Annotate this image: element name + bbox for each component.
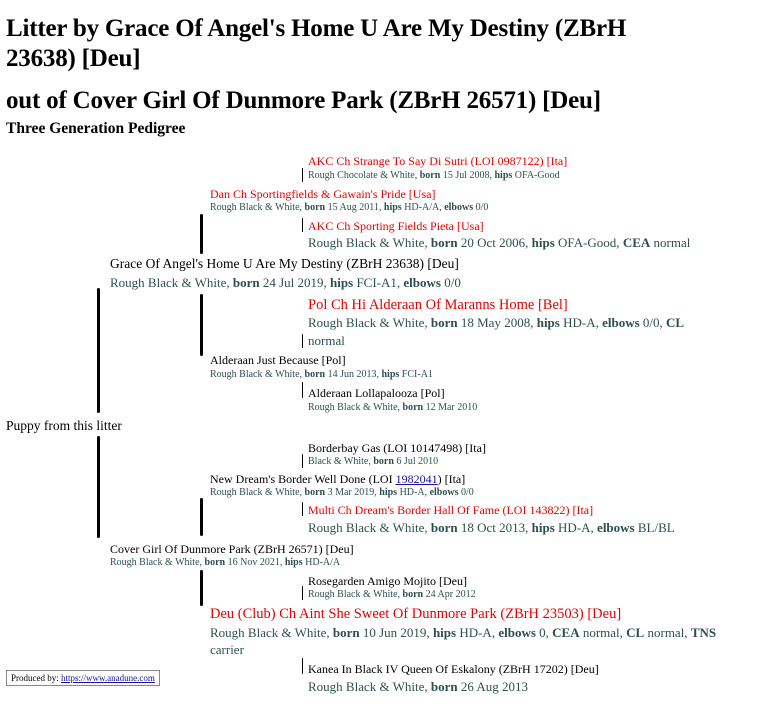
dss-connector xyxy=(302,454,303,468)
puppy-label: Puppy from this litter xyxy=(6,418,122,433)
ddd-connector xyxy=(302,658,303,674)
page-subtitle: Three Generation Pedigree xyxy=(6,120,186,137)
page-title-line1: Litter by Grace Of Angel's Home U Are My Destiny (ZBrH xyxy=(6,15,627,42)
sire-dam-connector-top xyxy=(200,294,203,356)
ssd-connector xyxy=(302,218,303,232)
dsd-details: Rough Black & White, born 18 Oct 2013, hips HD-A, elbows BL/BL xyxy=(308,520,675,535)
sss-connector xyxy=(302,168,303,182)
sire-sire-connector xyxy=(200,214,203,254)
ssd-name: AKC Ch Sporting Fields Pieta [Usa] xyxy=(308,219,484,233)
dsd-name: Multi Ch Dream's Border Hall Of Fame (LOI 143822) [Ita] xyxy=(308,503,594,517)
dds-details: Rough Black & White, born 24 Apr 2012 xyxy=(308,589,476,600)
dam-name: Cover Girl Of Dunmore Park (ZBrH 26571) [Deu] xyxy=(110,542,354,556)
sire-sire-name: Dan Ch Sportingfields & Gawain's Pride [Usa] xyxy=(210,187,436,201)
produced-by-label: Produced by: xyxy=(11,673,59,683)
sss-details: Rough Chocolate & White, born 15 Jul 2008, hips OFA-Good xyxy=(308,170,560,181)
sss-name: AKC Ch Strange To Say Di Sutri (LOI 0987122) [Ita] xyxy=(308,154,568,168)
dsd-connector xyxy=(302,502,303,516)
sire-name: Grace Of Angel's Home U Are My Destiny (ZBrH 23638) [Deu] xyxy=(110,256,459,271)
dam-dam-details-line2: carrier xyxy=(210,642,244,657)
loi-registration-link[interactable]: 1982041 xyxy=(395,472,438,486)
sire-sire-details: Rough Black & White, born 15 Aug 2011, hips HD-A/A, elbows 0/0 xyxy=(210,202,489,213)
sds-name: Pol Ch Hi Alderaan Of Maranns Home [Bel] xyxy=(308,297,568,313)
dss-name: Borderbay Gas (LOI 10147498) [Ita] xyxy=(308,441,486,455)
sdd-details: Rough Black & White, born 12 Mar 2010 xyxy=(308,402,478,413)
dam-details: Rough Black & White, born 16 Nov 2021, hips HD-A/A xyxy=(110,557,341,568)
sds-details: Rough Black & White, born 18 May 2008, hips HD-A, elbows 0/0, CL xyxy=(308,315,685,330)
dds-connector xyxy=(302,586,303,600)
ddd-name: Kanea In Black IV Queen Of Eskalony (ZBrH 17202) [Deu] xyxy=(308,662,599,676)
sire-dam-details: Rough Black & White, born 14 Jun 2013, hips FCI-A1 xyxy=(210,369,433,380)
dam-dam-details: Rough Black & White, born 10 Jun 2019, hips HD-A, elbows 0, CEA normal, CL normal, TNS xyxy=(210,625,717,640)
dam-sire-connector xyxy=(200,498,203,536)
dds-name: Rosegarden Amigo Mojito [Deu] xyxy=(308,574,467,588)
sire-details: Rough Black & White, born 24 Jul 2019, hips FCI-A1, elbows 0/0 xyxy=(110,275,461,290)
sdd-name: Alderaan Lollapalooza [Pol] xyxy=(308,386,445,400)
produced-by-link[interactable]: https://www.anadune.com xyxy=(61,673,155,683)
sdd-connector xyxy=(302,382,303,398)
dam-sire-details: Rough Black & White, born 3 Mar 2019, hips HD-A, elbows 0/0 xyxy=(210,487,474,498)
puppy-dam-connector xyxy=(97,436,100,538)
sire-dam-name: Alderaan Just Because [Pol] xyxy=(210,353,346,367)
dam-dam-name: Deu (Club) Ch Aint She Sweet Of Dunmore Park (ZBrH 23503) [Deu] xyxy=(210,606,622,622)
produced-by-box xyxy=(6,670,160,686)
dam-sire-name: New Dream's Border Well Done (LOI 1982041) [Ita] xyxy=(210,472,466,486)
page-title-line3: out of Cover Girl Of Dunmore Park (ZBrH 26571) [Deu] xyxy=(6,87,601,114)
page-title-line2: 23638) [Deu] xyxy=(6,45,141,72)
dss-details: Black & White, born 6 Jul 2010 xyxy=(308,456,439,467)
ddd-details: Rough Black & White, born 26 Aug 2013 xyxy=(308,679,529,694)
sds-details-line2: normal xyxy=(308,333,345,348)
sds-connector xyxy=(302,334,303,348)
puppy-sire-connector xyxy=(97,288,100,413)
dam-dam-connector xyxy=(200,570,203,606)
ssd-details: Rough Black & White, born 20 Oct 2006, hips OFA-Good, CEA normal xyxy=(308,235,691,250)
